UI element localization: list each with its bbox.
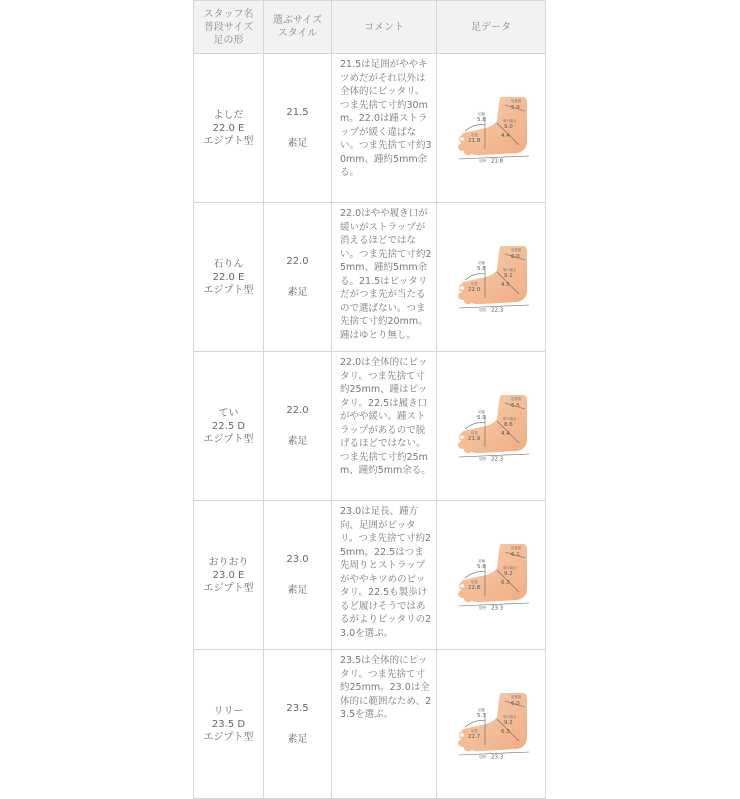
comment-text: 23.0は足長、踵方向、足囲がピッタリ。つま先捨て寸約25mm。22.5はつま先周りとストラップがややキツめのピッタリ。22.5も製歩けるど履けそうではあるがよりピッタリの23.0を選ぶ。 xyxy=(340,506,432,639)
foot-label-ball: 甲の高さ xyxy=(503,417,517,421)
foot-measure-image xyxy=(441,242,541,312)
foot-label-ball: 甲の高さ xyxy=(503,566,517,570)
foot-value-height: 6.3 xyxy=(501,729,510,735)
chosen-style: 素足 xyxy=(287,138,308,149)
size-table xyxy=(193,0,546,799)
comment-text: 21.5は足囲がややキツめだがそれ以外は全体的にピッタリ。つま先捨て寸約30mm。22.0は踵ストラップが緩く違ばない。つま先捨て寸約30mm、踵約5mm余る。 xyxy=(340,59,432,178)
foot-label-length: 足長 xyxy=(471,133,478,137)
staff-name: リリー xyxy=(213,705,244,717)
foot-value-instep: 5.6 xyxy=(477,564,486,570)
header-comment-label: コメント xyxy=(364,21,404,33)
header-foot-label: 足データ xyxy=(471,21,511,33)
foot-value-ball: 9.0 xyxy=(504,124,513,130)
foot-value-length: 21.8 xyxy=(468,138,481,144)
foot-value-height: 4.5 xyxy=(501,282,510,288)
chosen-size: 22.0 xyxy=(286,256,309,267)
foot-value-width: 23.3 xyxy=(491,605,504,610)
foot-value-ball: 9.1 xyxy=(504,273,513,279)
header-staff-line1: スタッフ名 xyxy=(203,8,254,20)
table-row xyxy=(194,352,546,501)
chosen-size: 23.0 xyxy=(286,554,309,565)
foot-value-instep: 5.3 xyxy=(477,713,486,719)
foot-value-width: 22.3 xyxy=(491,456,504,461)
foot-label-length: 足長 xyxy=(471,431,478,435)
chosen-size: 22.0 xyxy=(286,405,309,416)
foot-value-height: 6.3 xyxy=(501,580,510,586)
foot-data-cell xyxy=(437,501,546,650)
staff-cell xyxy=(194,54,264,203)
foot-data-cell xyxy=(437,54,546,203)
comment-cell xyxy=(332,54,437,203)
foot-label-toe: 足首高 xyxy=(511,248,522,252)
staff-cell xyxy=(194,501,264,650)
foot-label-toe: 足首高 xyxy=(511,695,522,699)
foot-measure-image xyxy=(441,391,541,461)
foot-shape: エジプト型 xyxy=(203,135,254,147)
comment-cell xyxy=(332,650,437,799)
comment-text: 23.5は全体的にピッタリ。つま先捨て寸約25mm。23.0は全体的に範囲なため、23.5を選ぶ。 xyxy=(340,655,432,720)
foot-measure-image xyxy=(441,540,541,610)
staff-name: 石りん xyxy=(213,258,244,270)
foot-shape: エジプト型 xyxy=(203,731,254,743)
foot-value-instep: 5.8 xyxy=(477,266,486,272)
header-style xyxy=(264,1,332,54)
foot-label-width: 足囲 xyxy=(479,457,486,461)
staff-name: おりおり xyxy=(208,556,249,568)
table-row xyxy=(194,501,546,650)
foot-label-instep: 足幅 xyxy=(478,112,485,116)
staff-name: よしだ xyxy=(213,109,244,121)
header-staff xyxy=(194,1,264,54)
foot-shape: エジプト型 xyxy=(203,284,254,296)
foot-label-toe: 足首高 xyxy=(511,99,522,103)
foot-value-toe: 6.0 xyxy=(511,701,520,707)
foot-value-toe: 6.0 xyxy=(511,254,520,260)
foot-label-toe: 足首高 xyxy=(511,397,522,401)
table-row xyxy=(194,650,546,799)
foot-data-cell xyxy=(437,203,546,352)
foot-value-height: 4.4 xyxy=(501,133,510,139)
foot-label-instep: 足幅 xyxy=(478,559,485,563)
table-row xyxy=(194,54,546,203)
foot-label-width: 足囲 xyxy=(479,606,486,610)
foot-shape: エジプト型 xyxy=(203,582,254,594)
chosen-style: 素足 xyxy=(287,734,308,745)
header-foot xyxy=(437,1,546,54)
foot-label-length: 足長 xyxy=(471,580,478,584)
foot-value-width: 23.3 xyxy=(491,754,504,759)
style-cell xyxy=(264,352,332,501)
style-cell xyxy=(264,203,332,352)
header-style-line2: スタイル xyxy=(277,28,318,39)
chosen-style: 素足 xyxy=(287,585,308,596)
foot-label-ball: 甲の高さ xyxy=(503,715,517,719)
foot-value-height: 4.4 xyxy=(501,431,510,437)
foot-label-width: 足囲 xyxy=(479,159,486,163)
comment-text: 22.0は全体的にピッタリ。つま先捨て寸約25mm、踵はピッタリ。22.5は履き口がやや緩い。踵ストラップがあるので脱げるほどではない。つま先捨て寸約25mm、踵約5mm余る。 xyxy=(340,357,431,476)
staff-cell xyxy=(194,352,264,501)
foot-value-toe: 6.1 xyxy=(511,552,520,558)
foot-measure-image xyxy=(441,93,541,163)
foot-value-instep: 5.9 xyxy=(477,415,486,421)
foot-label-instep: 足幅 xyxy=(478,708,485,712)
foot-value-instep: 5.8 xyxy=(477,117,486,123)
staff-cell xyxy=(194,203,264,352)
foot-label-instep: 足幅 xyxy=(478,410,485,414)
usual-size: 22.0 E xyxy=(212,122,245,134)
style-cell xyxy=(264,54,332,203)
foot-label-width: 足囲 xyxy=(479,308,486,312)
foot-value-toe: 6.5 xyxy=(511,403,520,409)
foot-data-cell xyxy=(437,352,546,501)
foot-value-width: 22.3 xyxy=(491,307,504,312)
foot-label-ball: 甲の高さ xyxy=(503,268,517,272)
foot-label-width: 足囲 xyxy=(479,755,486,759)
chosen-style: 素足 xyxy=(287,436,308,447)
foot-shape: エジプト型 xyxy=(203,433,254,445)
table-header-row xyxy=(194,1,546,54)
comment-cell xyxy=(332,501,437,650)
staff-cell xyxy=(194,650,264,799)
header-comment xyxy=(332,1,437,54)
style-cell xyxy=(264,650,332,799)
comment-text: 22.0はやや履き口が緩いがストラップが消えるほどではない。つま先捨て寸約25mm、踵約5mm余る。21.5はピッタリだがつま先が当たるので選ばない。つま先捨て寸約20mm。踵はゆとり無し。 xyxy=(340,208,432,341)
foot-value-length: 21.9 xyxy=(468,436,481,442)
foot-label-length: 足長 xyxy=(471,729,478,733)
foot-value-toe: 5.9 xyxy=(511,105,520,111)
foot-label-toe: 足首高 xyxy=(511,546,522,550)
staff-name: てい xyxy=(218,407,239,419)
foot-value-ball: 8.6 xyxy=(504,422,513,428)
foot-label-ball: 甲の高さ xyxy=(503,119,517,123)
foot-measure-image xyxy=(441,689,541,759)
header-staff-line2: 普段サイズ xyxy=(203,21,254,33)
usual-size: 23.0 E xyxy=(212,569,245,581)
foot-label-length: 足長 xyxy=(471,282,478,286)
comment-cell xyxy=(332,203,437,352)
header-style-line1: 選ぶサイズ xyxy=(272,15,323,26)
foot-value-ball: 9.2 xyxy=(504,571,513,577)
chosen-size: 23.5 xyxy=(286,703,309,714)
usual-size: 22.5 D xyxy=(211,420,246,432)
foot-value-length: 22.7 xyxy=(468,734,481,740)
foot-value-width: 21.8 xyxy=(491,158,504,163)
comment-cell xyxy=(332,352,437,501)
header-staff-line3: 足の形 xyxy=(213,34,244,46)
foot-value-length: 22.0 xyxy=(468,287,481,293)
usual-size: 22.0 E xyxy=(212,271,245,283)
usual-size: 23.5 D xyxy=(211,718,246,730)
table-row xyxy=(194,203,546,352)
foot-label-instep: 足幅 xyxy=(478,261,485,265)
style-cell xyxy=(264,501,332,650)
foot-data-cell xyxy=(437,650,546,799)
foot-value-ball: 9.2 xyxy=(504,720,513,726)
chosen-size: 21.5 xyxy=(286,107,309,118)
chosen-style: 素足 xyxy=(287,287,308,298)
foot-value-length: 22.8 xyxy=(468,585,481,591)
